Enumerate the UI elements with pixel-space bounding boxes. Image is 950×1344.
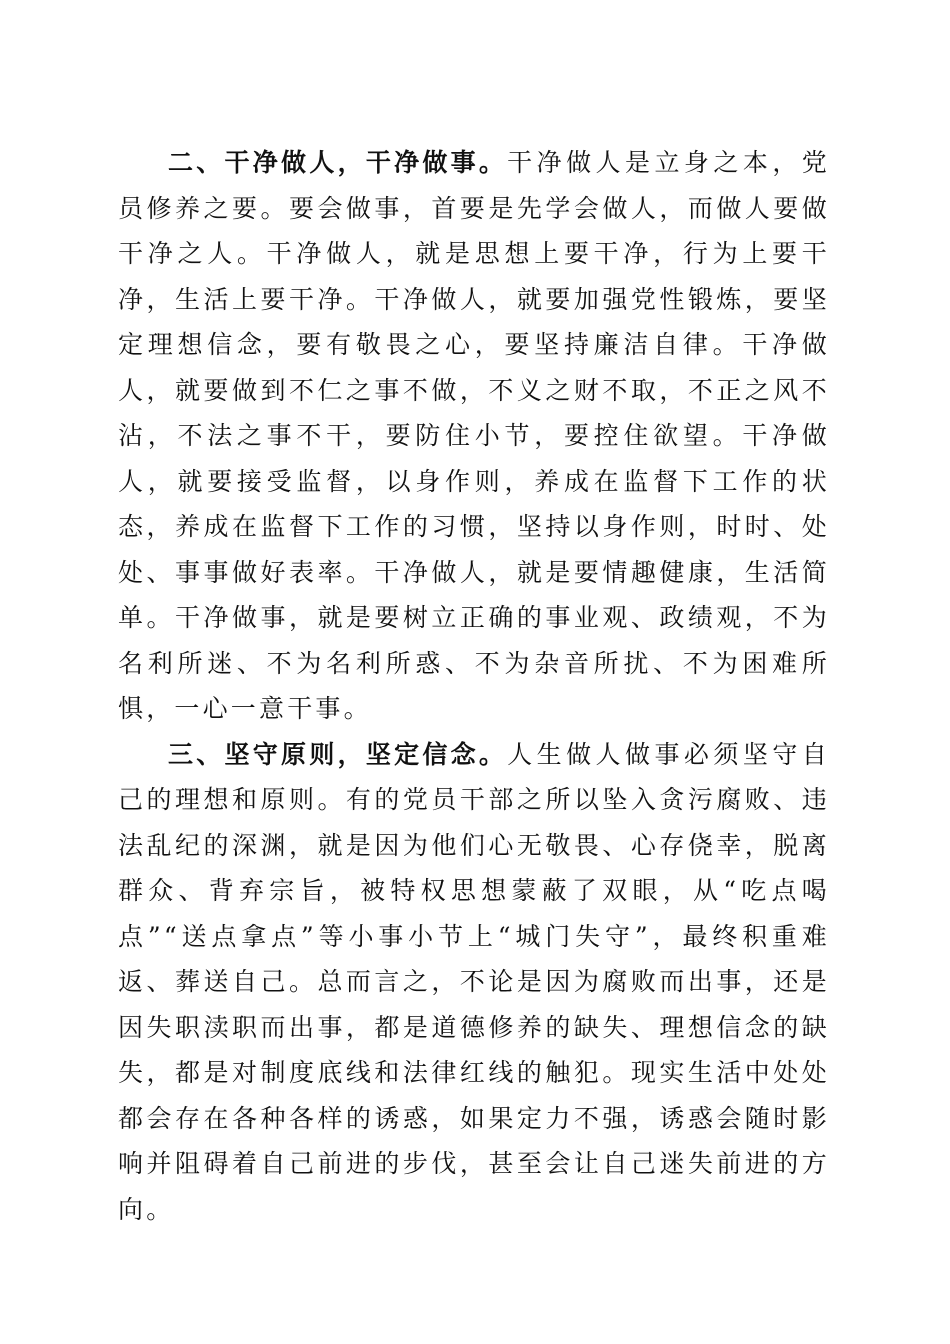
paragraph-principles — [118, 732, 830, 1233]
section-heading-three: 三、坚守原则，坚定信念。 — [168, 739, 508, 769]
document-page — [118, 140, 830, 1232]
section-body-two: 干净做人是立身之本，党员修养之要。要会做事，首要是先学会做人，而做人要做干净之人。干净做人，就是思想上要干净，行为上要干净，生活上要干净。干净做人，就要加强党性锻炼，要坚定理想信念，要有敬畏之心，要坚持廉洁自律。干净做人，就要做到不仁之事不做，不义之财不取，不正之风不沾，不法之事不干，要防住小节，要控住欲望。干净做人，就要接受监督，以身作则，养成在监督下工作的状态，养成在监督下工作的习惯，坚持以身作则，时时、处处、事事做好表率。干净做人，就是要情趣健康，生活简单。干净做事，就是要树立正确的事业观、政绩观，不为名利所迷、不为名利所惑、不为杂音所扰、不为困难所惧，一心一意干事。 — [118, 148, 830, 723]
section-body-three: 人生做人做事必须坚守自己的理想和原则。有的党员干部之所以坠入贪污腐败、违法乱纪的深渊，就是因为他们心无敬畏、心存侥幸，脱离群众、背弃宗旨，被特权思想蒙蔽了双眼，从“吃点喝点”“送点拿点”等小事小节上“城门失守”，最终积重难返、葬送自己。总而言之，不论是因为腐败而出事，还是因失职渎职而出事，都是道德修养的缺失、理想信念的缺失，都是对制度底线和法律红线的触犯。现实生活中处处都会存在各种各样的诱惑，如果定力不强，诱惑会随时影响并阻碍着自己前进的步伐，甚至会让自己迷失前进的方向。 — [118, 739, 830, 1224]
paragraph-clean-conduct — [118, 140, 830, 732]
section-heading-two: 二、干净做人，干净做事。 — [168, 148, 508, 177]
